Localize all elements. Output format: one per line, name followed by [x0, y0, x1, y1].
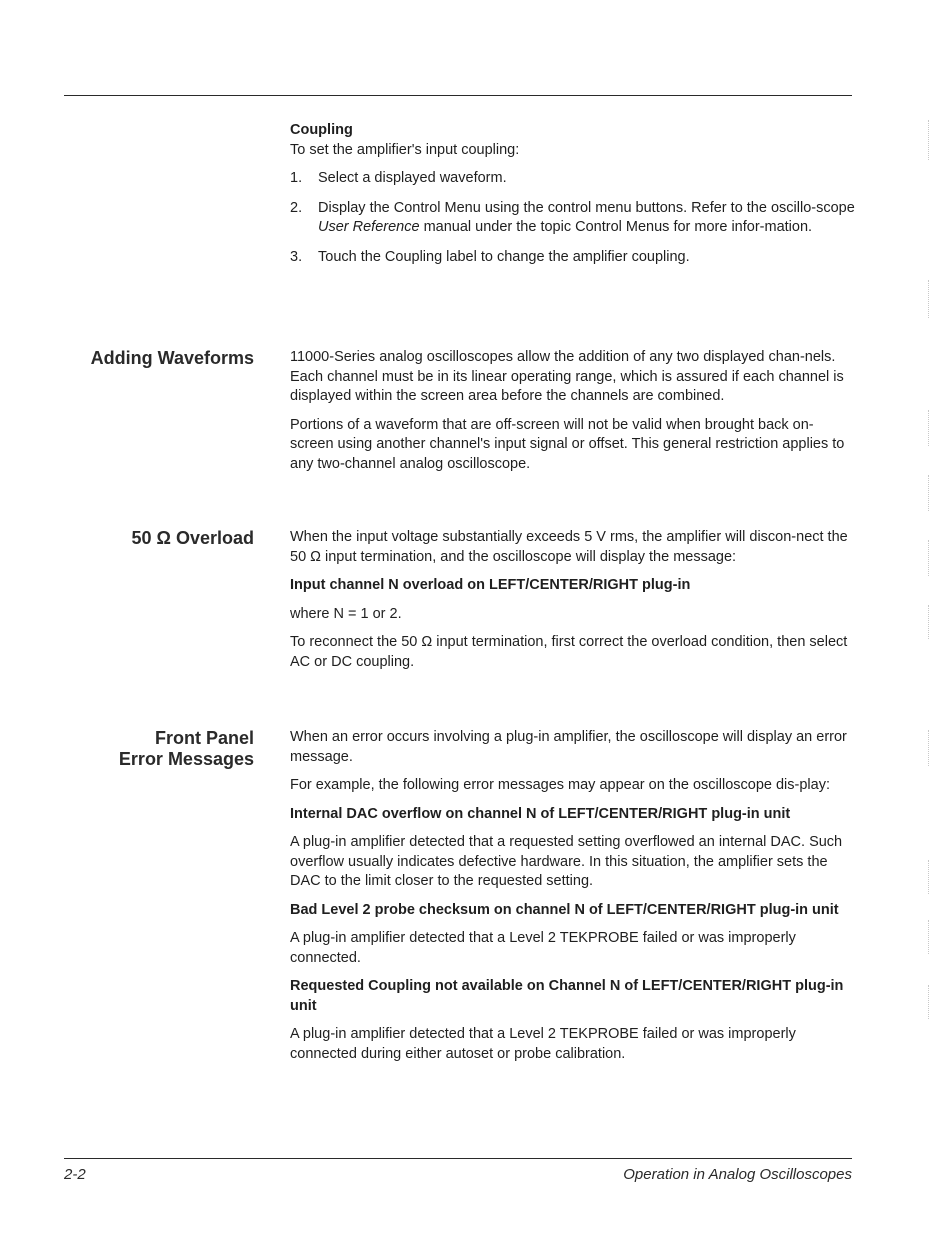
error-description-1: A plug-in amplifier detected that a requested setting overflowed an internal DAC. Such overflow usually indicates defective hardware. In this situation, the amplifier sets the DAC to the limit closer to the requested setting.: [290, 834, 843, 889]
front-panel-heading-line-2: Error Messages: [118, 749, 254, 769]
adding-waveforms-paragraph-1: 11000-Series analog oscilloscopes allow the addition of any two displayed chan-nels. Each channel must be in its linear operating range, which is assured if each channel is displayed within the screen area before the channels are combined.: [290, 349, 844, 404]
coupling-section: [290, 121, 855, 277]
section-title: Operation in Analog Oscilloscopes: [623, 1166, 852, 1183]
front-panel-paragraph-2: For example, the following error messages may appear on the oscilloscope dis-play:: [290, 777, 830, 793]
coupling-step-2: 2. Display the Control Menu using the control menu buttons. Refer to the oscillo-scope User Reference manual under the topic Control Menus for more infor-mation.: [290, 199, 855, 235]
error-description-2: A plug-in amplifier detected that a Level 2 TEKPROBE failed or was improperly connected.: [290, 930, 796, 966]
scan-mark: [912, 410, 929, 446]
scan-mark: [912, 860, 929, 894]
coupling-steps: [290, 169, 855, 267]
overload-paragraph-2: To reconnect the 50 Ω input termination, first correct the overload condition, then select AC or DC coupling.: [290, 634, 848, 670]
coupling-step-3: 3. Touch the Coupling label to change the amplifier coupling.: [290, 248, 690, 265]
front-panel-paragraph-1: When an error occurs involving a plug-in amplifier, the oscilloscope will display an error message.: [290, 729, 847, 765]
front-panel-heading-line-1: Front Panel: [154, 728, 254, 748]
top-rule: [64, 95, 852, 96]
scan-mark: [912, 475, 929, 511]
scan-mark: [912, 985, 929, 1019]
coupling-step-1: 1. Select a displayed waveform.: [290, 170, 507, 186]
overload-body: [290, 528, 855, 681]
error-message-2: Bad Level 2 probe checksum on channel N of LEFT/CENTER/RIGHT plug-in unit: [290, 901, 839, 918]
user-reference-title: User Reference: [318, 219, 420, 235]
scan-mark: [912, 540, 929, 576]
adding-waveforms-heading: Adding Waveforms: [90, 348, 254, 368]
adding-waveforms-body: [290, 348, 855, 483]
scan-mark: [912, 280, 929, 318]
overload-where: where N = 1 or 2.: [290, 605, 402, 622]
coupling-title: Coupling: [290, 122, 353, 138]
adding-waveforms-paragraph-2: Portions of a waveform that are off-screen will not be valid when brought back on-screen using another channel's input signal or offset. This general restriction applies to any two-channel analog oscilloscope.: [290, 416, 845, 472]
overload-message: Input channel N overload on LEFT/CENTER/RIGHT plug-in: [290, 577, 691, 593]
error-message-3: Requested Coupling not available on Channel N of LEFT/CENTER/RIGHT plug-in unit: [290, 978, 844, 1014]
error-description-3: A plug-in amplifier detected that a Level 2 TEKPROBE failed or was improperly connected during either autoset or probe calibration.: [290, 1026, 796, 1062]
scan-mark: [912, 920, 929, 954]
front-panel-heading: [119, 728, 254, 770]
overload-heading: 50 Ω Overload: [131, 528, 254, 548]
bottom-rule: [64, 1158, 852, 1159]
scan-mark: [912, 730, 929, 766]
overload-paragraph-1: When the input voltage substantially exceeds 5 V rms, the amplifier will discon-nect the 50 Ω input termination, and the oscilloscope will display the message:: [290, 529, 848, 565]
coupling-intro: To set the amplifier's input coupling:: [290, 141, 520, 158]
error-message-1: Internal DAC overflow on channel N of LEFT/CENTER/RIGHT plug-in unit: [290, 805, 791, 822]
page-number: 2-2: [64, 1166, 86, 1183]
front-panel-body: [290, 728, 855, 1073]
scan-mark: [912, 120, 929, 160]
scan-mark: [912, 605, 929, 639]
